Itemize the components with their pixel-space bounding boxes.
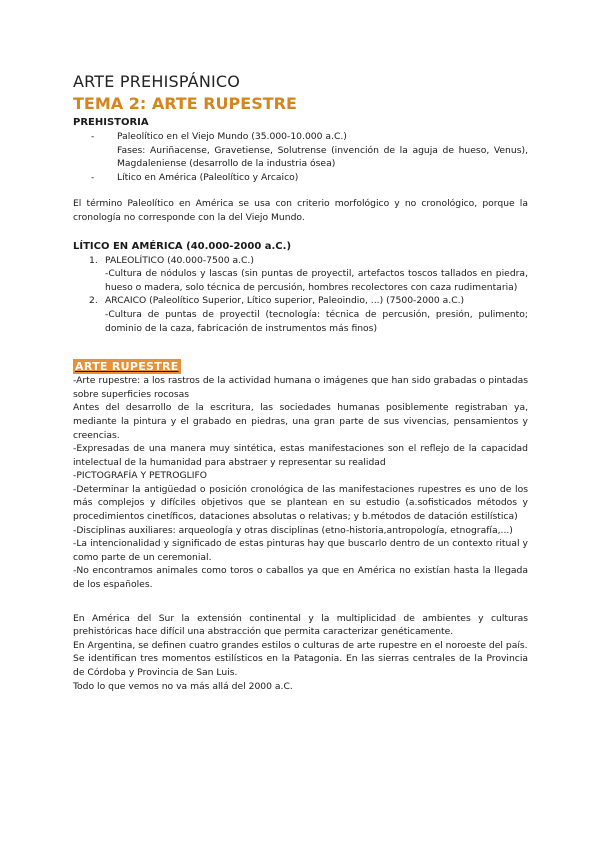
paragraph: -Determinar la antigüedad o posición cronológica de las manifestaciones rupestres es uno de los más complejos y difíciles objetivos que se plantean en su estudio (a.sofisticados métodos y procedimientos cinetíficos, dataciones absolutas o relativas; y b.métodos de datación estilística): [73, 483, 528, 523]
paragraph: -Expresadas de una manera muy sintética, estas manifestaciones son el reflejo de la capacidad intelectual de la humanidad para abstraer y representar su realidad: [73, 443, 528, 468]
list-item-title: PALEOLÍTICO (40.000-7500 a.C.): [105, 254, 254, 266]
list-item-number: 2.: [89, 295, 98, 307]
arte-rupestre-heading: ARTE RUPESTRE: [75, 360, 179, 374]
list-item-title: ARCAICO (Paleolítico Superior, Lítico superior, Paleoindio, ...) (7500-2000 a.C.): [105, 295, 465, 307]
paragraph: -La intencionalidad y significado de estas pinturas hay que buscarlo dentro de un contexto ritual y como parte de un ceremonial.: [73, 538, 528, 563]
paragraph: -Disciplinas auxiliares: arqueología y otras disciplinas (etno-historia,antropología, etnografía,...): [73, 524, 513, 536]
topic-title: TEMA 2: ARTE RUPESTRE: [73, 94, 297, 113]
course-title: ARTE PREHISPÁNICO: [73, 72, 241, 91]
list-item-text: - Lítico en América (Paleolítico y Arcaico): [117, 171, 299, 183]
paragraph: -No encontramos animales como toros o caballos ya que en América no existían hasta la llegada de los españoles.: [73, 565, 528, 591]
prehistoria-heading: PREHISTORIA: [73, 117, 149, 128]
paragraph: Antes del desarrollo de la escritura, las sociedades humanas posiblemente registraban ya, mediante la pintura y el grabado en piedras, una gran parte de sus vivencias, pensamientos y creencias.: [73, 402, 528, 441]
prehistoria-list: [73, 130, 528, 184]
paragraph: -Arte rupestre: a los rastros de la actividad humana o imágenes que han sido grabadas o pintadas sobre superficies rocosas: [73, 375, 528, 400]
list-item-number: 1.: [89, 254, 98, 266]
litico-heading: LÍTICO EN AMÉRICA (40.000-2000 a.C.): [73, 240, 292, 252]
list-item-detail: -Cultura de nódulos y lascas (sin puntas de proyectil, artefactos toscos tallados en piedra, hueso o madera, solo técnica de percusión, hombres recolectores con caza rudimentaria): [105, 268, 528, 293]
list-item: [73, 294, 528, 335]
paragraph: Se identifican tres momentos estilísticos en la Patagonia. En las sierras centrales de la Provincia de Córdoba y Provincia de San Luis.: [73, 653, 528, 678]
list-item: [73, 254, 528, 295]
paleolitico-paragraph: El término Paleolítico en América se usa con criterio morfológico y no cronológico, porque la cronología no corresponde con la del Viejo Mundo.: [73, 198, 528, 223]
arte-rupestre-heading-wrap: [73, 355, 528, 374]
paragraph: Todo lo que vemos no va más allá del 2000 a.C.: [73, 680, 293, 692]
list-item-text: - Paleolítico en el Viejo Mundo (35.000-10.000 a.C.): [117, 131, 347, 142]
litico-list: [73, 254, 528, 336]
list-item-detail: -Cultura de puntas de proyectil (tecnología: técnica de percusión, presión, pulimento; dominio de la caza, fabricación de instrumentos más finos): [105, 308, 528, 334]
paragraph: En Argentina, se definen cuatro grandes estilos o culturas de arte rupestre en el noroeste del país.: [73, 639, 528, 651]
list-item: [91, 171, 528, 185]
paragraph: -PICTOGRAFÍA Y PETROGLIFO: [73, 470, 208, 482]
list-item: [91, 130, 528, 171]
paragraph: En América del Sur la extensión continental y la multiplicidad de ambientes y culturas prehistóricas hace difícil una abstracción que permita caracterizar genéticamente.: [73, 612, 528, 638]
document-page: [73, 72, 528, 693]
list-item-detail: Fases: Auriñacense, Gravetiense, Solutrense (invención de la aguja de hueso, Venus), Magdaleniense (desarrollo de la industria ósea): [117, 144, 528, 170]
